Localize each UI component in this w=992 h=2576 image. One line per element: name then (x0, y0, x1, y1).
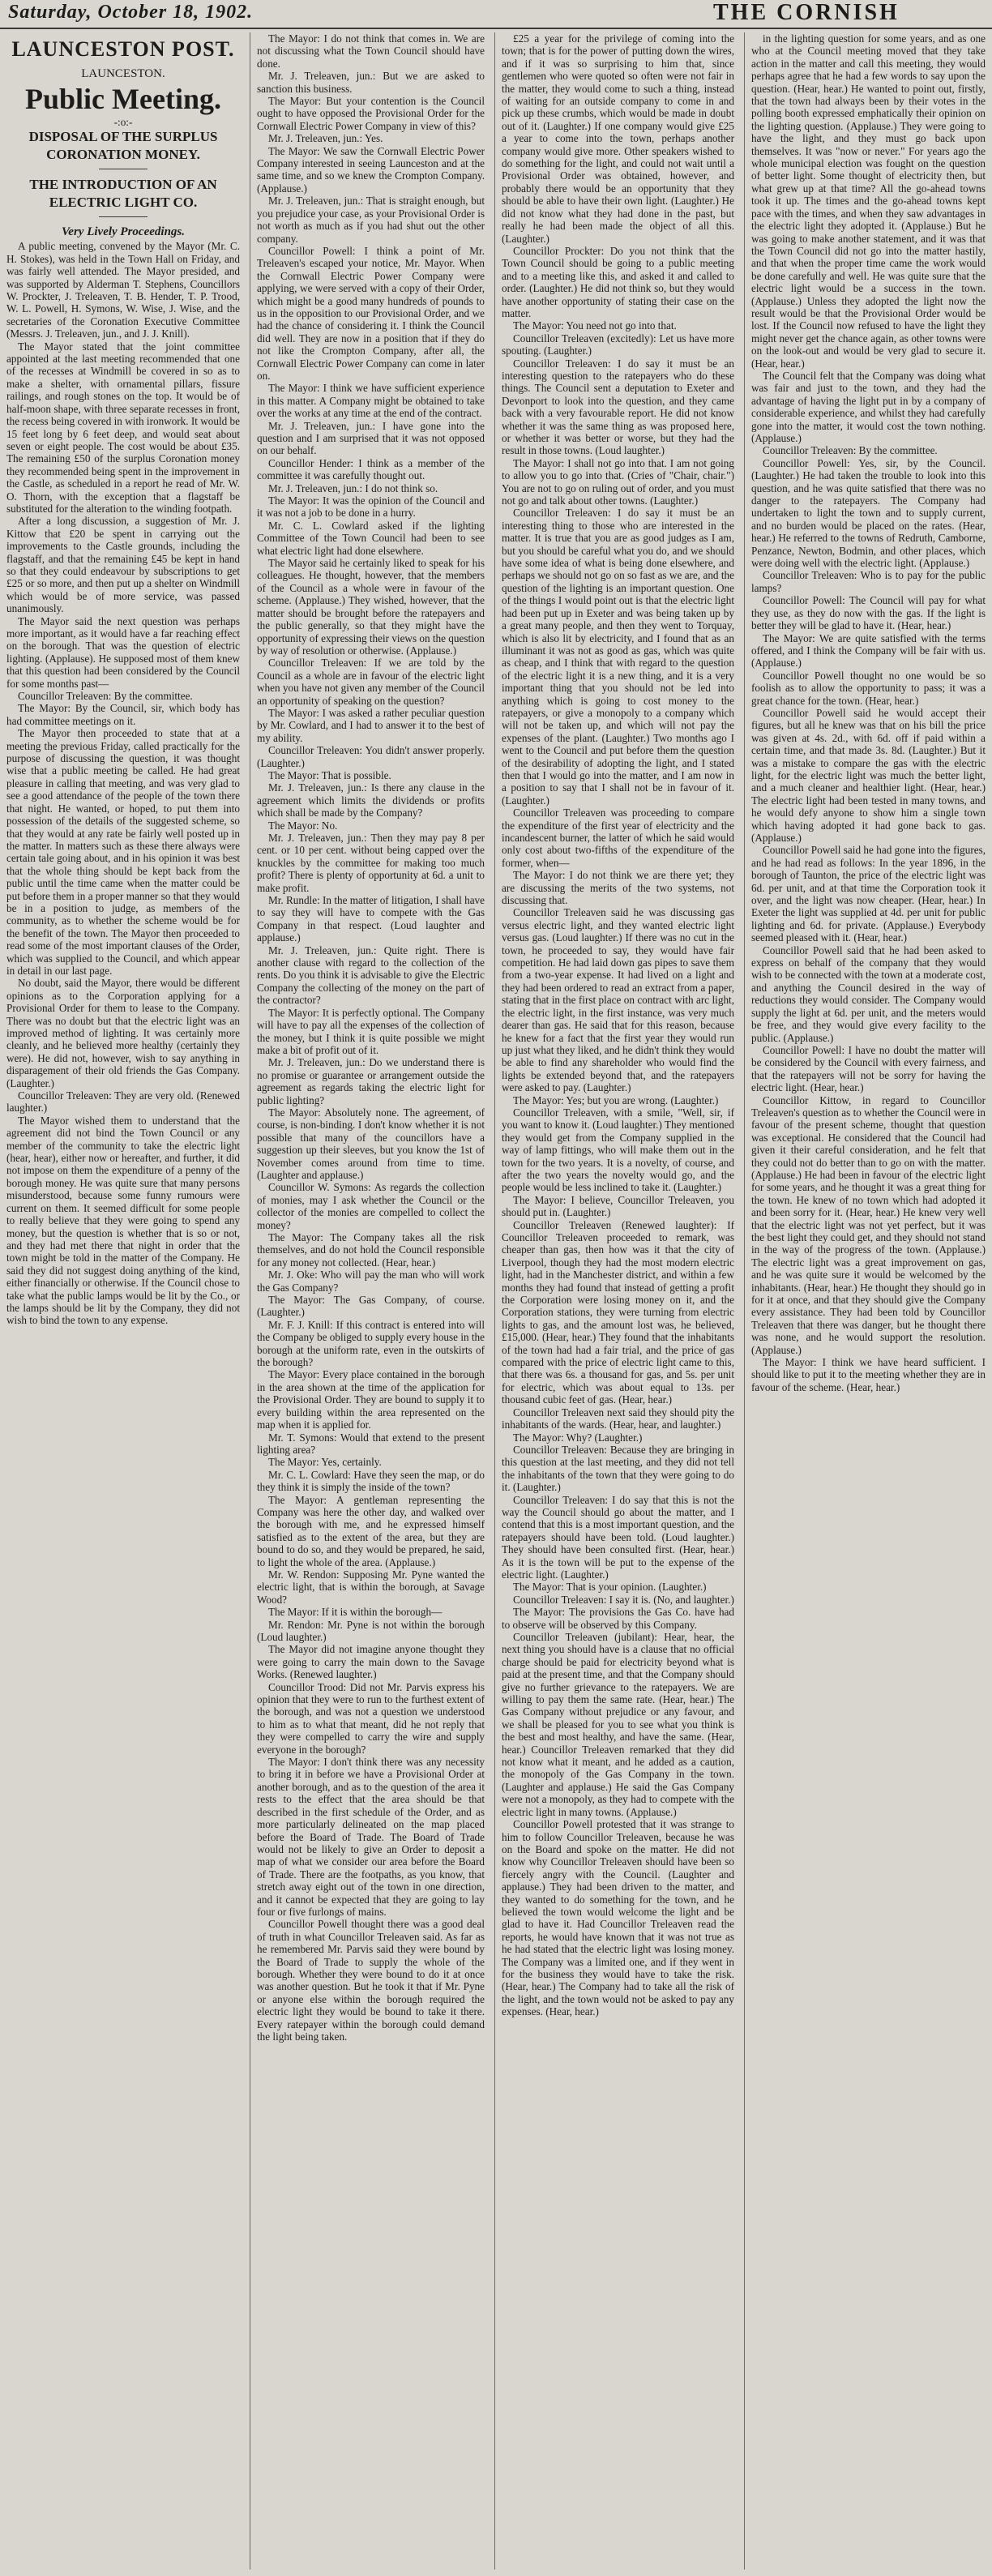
paragraph: Councillor Treleaven: If we are told by the Council as a whole are in favour of the electric light when you have not given any member of the Council an opportunity of speaking on the question? (257, 657, 485, 707)
paragraph: Councillor Powell said that he had been asked to express on behalf of the company that they would wish to be connected with the town at a moderate cost, and anything the Council desired in the way of reductions they would consider. The Company would supply the light at 6d. per unit, and the meters would be free, and they would give every facility to the public. (Applause.) (751, 944, 986, 1044)
paragraph: Councillor Prockter: Do you not think that the Town Council should be going to a public meeting and to a meeting like this, and asked it and called to order. (Laughter.) He did not think so, but they would have another opportunity of stating their case on the matter. (502, 244, 734, 319)
paragraph: The Mayor: No. (268, 819, 338, 832)
divider (99, 216, 148, 217)
paragraph: Mr. J. Treleaven, jun.: I have gone into the question and I am surprised that it was not opposed on our behalf. (257, 419, 485, 457)
masthead (0, 0, 992, 29)
column-1-body (6, 240, 240, 1326)
subheadline-1: DISPOSAL OF THE SURPLUS CORONATION MONEY. (28, 129, 218, 163)
column-2 (250, 32, 485, 2570)
paragraph: Mr. Rundle: In the matter of litigation, I shall have to say they will have to compete with the Gas Company in that respect. (Loud laughter and applause.) (257, 894, 485, 944)
paragraph: Mr. J. Oke: Who will pay the man who will work the Gas Company? (257, 1269, 485, 1294)
paragraph: Councillor Trood: Did not Mr. Parvis express his opinion that they were to run to the furthest extent of the borough, and was not a question we understood to him as to what that meant, did he not reply that they were compelled to carry the wire and supply everyone in the borough? (257, 1680, 485, 1756)
paragraph: The Mayor: We are quite satisfied with the terms offered, and I think the Company will be fair with us. (Applause.) (751, 631, 986, 670)
paragraph: Councillor Powell said he would accept their figures, but all he knew was that on his bill the price was given at 4s. 2d., with 6d. off if paid within a certain time, and that made 3s. 8d. (Laughter.) But it was a mistake to compare the gas with the electric light, for the electric light was much the better light, and a much cleaner and healthier light. (Hear, hear.) The electric light had been tested in many towns, and he would defy anyone to show him a single town which having adopted it had gone back to gas. (Applause.) (751, 706, 986, 844)
paragraph: The Mayor: I think we have sufficient experience in this matter. A Company might be obtained to take over the works at any time at the end of the contract. (257, 382, 485, 420)
paragraph: Councillor Powell thought there was a good deal of truth in what Councillor Treleaven said. As far as he remembered Mr. Parvis said they were bound by the Board of Trade to supply the whole of the borough. Whether they were bound to do it at once was another question. But he took it that if Mr. Pyne or anyone else within the borough required the electric light they would be bound to take it there. Every ratepayer within the borough could demand the light being taken. (257, 1918, 485, 2043)
paragraph: The Mayor: That is your opinion. (Laughter.) (513, 1581, 707, 1594)
paragraph: Mr. J. Treleaven, jun.: Then they may pay 8 per cent. or 10 per cent. without being capped over the knuckles by the committee for making too much profit? There is plenty of opportunity at 6d. a unit to make profit. (257, 832, 485, 894)
paragraph: The Mayor: I don't think there was any necessity to bring it in before we have a Provisional Order at another borough, and as to the question of the area it rests to the effect that the area should be that described in the first schedule of the Order, and as more particularly delineated on the map placed before the Board of Trade. The Board of Trade would not be likely to give an Order to deposit a map of what we consider our area before the Board of Trade. There are the footpaths, as you know, that stretch away eight out of the town in one direction, and it cannot be expected that they are going to lay four or five furlongs of mains. (257, 1756, 485, 1918)
paragraph: Mr. J. Treleaven, jun.: Do we understand there is no promise or guarantee or arrangement outside the agreement as regards taking the electric light for public lighting? (257, 1056, 485, 1106)
paragraph: Councillor Kittow, in regard to Councillor Treleaven's question as to whether the Council were in favour of the present scheme, thought that question was exceptional. He considered that the Council had given it their careful consideration, and he felt that they could not do better than to go on with the matter. (Applause.) He had been in favour of the electric light for some years, and he thought it was a great thing for the town. He knew of no town which had adopted it and been sorry for it. (Hear, hear.) He knew very well that the electric light was not yet perfect, but it was the best light they could get, and they should not stand in the way of the progress of the town. (Applause.) The electric light was a great improvement on gas, and he was quite sure it would be welcomed by the inhabitants. (Hear, hear.) He thought they should go in for it at once, and that they should give the Company every assistance. They had been told by Councillor Treleaven that there was danger, but he thought there was none, and he would support the resolution. (Applause.) (751, 1093, 986, 1356)
paragraph: The Mayor: I was asked a rather peculiar question by Mr. Cowlard, and I had to answer it to the best of my ability. (257, 706, 485, 744)
paragraph: The Mayor: I believe, Councillor Treleaven, you should put in. (Laughter.) (502, 1193, 734, 1219)
paragraph: The Mayor: Why? (Laughter.) (513, 1431, 643, 1444)
column-4-body (751, 32, 986, 1393)
paragraph: Mr. Rendon: Mr. Pyne is not within the borough (Loud laughter.) (257, 1618, 485, 1643)
section-heading: LAUNCESTON POST. (11, 37, 235, 61)
paragraph: Councillor Powell thought no one would be so foolish as to allow the opportunity to pass; it was a great chance for the town. (Hear, hear.) (751, 669, 986, 707)
paragraph: The Mayor did not imagine anyone thought they were going to carry the main down to the Savage Works. (Renewed laughter.) (257, 1643, 485, 1681)
paragraph: Mr. J. Treleaven, jun.: I do not think so. (268, 481, 438, 494)
paragraph: Mr. C. L. Cowlard: Have they seen the map, or do they think it is simply the inside of the town? (257, 1468, 485, 1494)
subheadline-3: Very Lively Proceedings. (61, 225, 186, 239)
paragraph: The Mayor: A gentleman representing the Company was here the other day, and walked over the borough with me, and he expressed himself satisfied as to the extent of the area, but they are bound to do so, and they would be prepared, he said, to light the whole of the area. (Applause.) (257, 1493, 485, 1568)
paragraph: Mr. F. J. Knill: If this contract is entered into will the Company be obliged to supply every house in the borough at the uniform rate, even in the outskirts of the borough? (257, 1318, 485, 1369)
paragraph: Councillor Powell: I think a point of Mr. Treleaven's escaped your notice, Mr. Mayor. When the Cornwall Electric Power Company were applying, we were served with a copy of their Order, which might be a good many hundreds of pounds to us in the opposition to our Provisional Order, and we had the chance of considering it. I think the Council did well. They are now in a position that if they do not like the Crompton Company, after all, the Cornwall Electric Power Company can come in later on. (257, 244, 485, 382)
town-heading: LAUNCESTON. (81, 67, 165, 80)
paragraph: The Mayor: The Company takes all the risk themselves, and do not hold the Council responsible for any money not collected. (Hear, hear.) (257, 1231, 485, 1269)
paragraph: Mr. J. Treleaven, jun.: Quite right. There is another clause with regard to the collection of the rents. Do you think it is advisable to give the Electric Company the collecting of the money on the part of the contractor? (257, 944, 485, 1007)
paragraph: Councillor Treleaven: By the committee. (18, 690, 193, 703)
paragraph: Councillor Treleaven: I say it is. (No, and laughter.) (513, 1593, 734, 1606)
paper-title: THE CORNISH (713, 0, 900, 25)
paragraph: The Mayor: I think we have heard sufficient. I should like to put it to the meeting whether they are in favour of the scheme. (Hear, hear.) (751, 1356, 986, 1393)
paragraph: Councillor Powell: I have no doubt the matter will be considered by the Council with every fairness, and that the ratepayers will not be sorry for having the electric light. (Hear, hear.) (751, 1043, 986, 1094)
paragraph: Mr. J. Treleaven, jun.: That is straight enough, but you prejudice your case, as your Provisional Order is not worth as much as if you had shut out the other company. (257, 195, 485, 245)
paragraph: The Mayor: I shall not go into that. I am not going to allow you to go into that. (Cries of "Chair, chair.") You are not to go on ruling out of order, and you must not go and talk about other towns. (Laughter.) (502, 456, 734, 507)
paragraph: The Mayor: It is perfectly optional. The Company will have to pay all the expenses of the collection of the money, but I think it is quite possible we might make a bit of profit out of it. (257, 1006, 485, 1056)
paragraph: Councillor Treleaven was proceeding to compare the expenditure of the first year of electricity and the incandescent burner, the latter of which he said would only cost about two-fifths of the expenditure of the former, when— (502, 807, 734, 869)
paragraph: The Mayor: But your contention is the Council ought to have opposed the Provisional Order for the Cornwall Electric Power Company in view of this? (257, 95, 485, 132)
paragraph: Councillor Powell: Yes, sir, by the Council. (Laughter.) He had taken the trouble to look into this question, and he was quite satisfied that there was no danger to the ratepayers. The Company had undertaken to light the town and to supply current, and no burden would be placed on the rates. (Hear, hear.) He referred to the towns of Redruth, Camborne, Penzance, Newton, Bodmin, and other places, which were doing well with the electric light. (Applause.) (751, 456, 986, 570)
paragraph: Councillor Treleaven: Because they are bringing in this question at the last meeting, and they did not tell the inhabitants of the town that they were going to do it. (Laughter.) (502, 1443, 734, 1494)
column-2-body (257, 32, 485, 2043)
paragraph: Councillor Powell said he had gone into the figures, and he had read as follows: In the year 1896, in the borough of Taunton, the price of the electric light was 6d. per unit, and at that time the Corporation took it over, and the light was now cheaper. (Hear, hear.) In Exeter the light was supplied at 4d. per unit for public lighting and 6d. for private. (Applause.) Everybody seemed pleased with it. (Hear, hear.) (751, 844, 986, 944)
paragraph: The Council felt that the Company was doing what was fair and just to the town, and they had the advantage of having the light put in by a company of considerable experience, and whilst they had carefully gone into the matter, it would cost the town nothing. (Applause.) (751, 369, 986, 444)
paragraph: The Mayor: If it is within the borough— (268, 1606, 443, 1619)
column-1 (6, 32, 240, 2570)
paragraph: £25 a year for the privilege of coming into the town; that is for the power of putting down the wires, and if it was so surprising to him that, since gentlemen who were quoted so often were not fair in the matter, they would come to such a thing, instead of waiting for an outside company to come in and pick up these crumbs, which would be made in doubt out of it. (Laughter.) If one company would give £25 a year to come into the town, perhaps another company would give more. Other speakers wished to do something for the light, and could not wait until a Provisional Order was obtained, however, and probably there would be an opportunity that they should be able to have their own light. (Laughter.) He did not know what they had done in the past, but really he had been made the object of all this. (Laughter.) (502, 32, 734, 245)
paragraph: The Mayor: Every place contained in the borough in the area shown at the time of the application for the Provisional Order. They are bound to supply it to every building within the area represented on the map when it is applied for. (257, 1368, 485, 1431)
paragraph: Mr. C. L. Cowlard asked if the lighting Committee of the Town Council had been to see what electric light had done elsewhere. (257, 519, 485, 557)
paragraph: Councillor Treleaven: You didn't answer properly. (Laughter.) (257, 744, 485, 769)
paragraph: Councillor Treleaven (jubilant): Hear, hear, the next thing you should have is a clause that no official charge should be paid for electricity beyond what is paid at the present time, and that the Company should give no further grievance to the ratepayers. We are willing to pay them the same rate. (Hear, hear.) The Gas Company without prejudice or any favour, and we shall be pleased for you to see what you think is the best and most healthy, and have the same. (Hear, hear.) Councillor Treleaven remarked that they did not know what it meant, and he added as a caution, the monopoly of the Gas Company in the town. (Laughter and applause.) He said the Gas Company were not a monopoly, as they had to compete with the electric light in many towns. (Applause.) (502, 1631, 734, 1818)
paragraph: The Mayor: Yes, certainly. (268, 1456, 382, 1469)
paragraph: The Mayor: You need not go into that. (513, 319, 677, 332)
paragraph: The Mayor: It was the opinion of the Council and it was not a job to be done in a hurry. (257, 494, 485, 520)
paragraph: Councillor W. Symons: As regards the collection of monies, may I ask whether the Council or the collector of the monies are compelled to collect the money? (257, 1181, 485, 1231)
paragraph: Councillor Treleaven said he was discussing gas versus electric light, and they wanted electric light versus gas. (Loud laughter.) If there was no cut in the town, he proceeded to say, they would have fair competition. He had laid down gas pipes to save them from a two-year expense. It had lived on a light and they had been ordered to read an extract from a paper, stating that in the first place on contract with arc light, the electric light, in the first instance, was very much dearer than gas. He said that for this reason, because he knew for a fact that the first year they would run up just what they liked, and he didn't think they would be able to find any shareholder who would find the lights be extended beyond that, and the ratepayers were asked to pay. (Laughter.) (502, 906, 734, 1094)
paragraph: Councillor Treleaven: By the committee. (763, 444, 938, 457)
paragraph: Mr. J. Treleaven, jun.: But we are asked to sanction this business. (257, 70, 485, 95)
paragraph: Councillor Powell protested that it was strange to him to follow Councillor Treleaven, because he was on the Board and spoke on the matter. He did not know why Councillor Treleaven should have been so fiercely angry with the Council. (Laughter and applause.) They had been driven to the matter, and they wanted to do something for the town, and he believed the town would welcome the light and be glad to have it. Had Councillor Treleaven read the reports, he would have known that it was not true as he had stated that the electric light was losing money. The Company was a limited one, and if they went in for the business they would have to take the risk. (Hear, hear.) The Company had to take all the risk of the light, and the town would not be asked to pay any expenses. (Hear, hear.) (502, 1818, 734, 2018)
column-4 (744, 32, 986, 2570)
paragraph: Mr. T. Symons: Would that extend to the present lighting area? (257, 1431, 485, 1456)
paragraph: A public meeting, convened by the Mayor (Mr. C. H. Stokes), was held in the Town Hall on Friday, and was fairly well attended. The Mayor presided, and was supported by Alderman T. Stephens, Councillors W. Prockter, J. Treleaven, T. B. Hender, T. P. Trood, W. L. Powell, H. Symons, W. Wise, J. Wise, and the secretaries of the Coronation Executive Committee (Messrs. J. Treleaven, jun., and J. J. Knill). (6, 240, 240, 340)
paragraph: Councillor Treleaven next said they should pity the inhabitants of the wards. (Hear, hear, and laughter.) (502, 1406, 734, 1431)
issue-date: Saturday, October 18, 1902. (8, 2, 254, 23)
paragraph: The Mayor: I do not think that comes in. We are not discussing what the Town Council should have done. (257, 32, 485, 70)
paragraph: The Mayor: The Gas Company, of course. (Laughter.) (257, 1294, 485, 1319)
paragraph: Councillor Treleaven (excitedly): Let us have more spouting. (Laughter.) (502, 332, 734, 357)
paragraph: Councillor Treleaven (Renewed laughter): If Councillor Treleaven proceeded to remark, was cheaper than gas, then how was it that the city of Liverpool, though they had the most modern electric light, had in the Manchester district, and within a few months they had found that instead of getting a profit the Corporation were losing money on it, and the Corporation stations, they were turning from electric lights to gas, and the amount lost was, he believed, £15,000. (Hear, hear.) They found that the inhabitants of the town had had a fair trial, and the price of gas compared with the price of electric light came to this, that there was 6s. a thousand for gas, and 5s. per unit for electric, which was about equal to 13s. per thousand cubic feet of gas. (Hear, hear.) (502, 1218, 734, 1406)
paragraph: Councillor Treleaven: I do say it must be an interesting question to the ratepayers who do these things. The Council sent a deputation to Exeter and Devonport to look into the question, and they came back with a very favourable report. He did not know whether it was the same thing as was proposed here, or whether it was better or worse, but they had the result in those towns. (Loud laughter.) (502, 357, 734, 457)
paragraph: Councillor Treleaven: I do say it must be an interesting thing to those who are interested in the matter. It is true that you are as good judges as I am, but you should be careful what you do, and we should have some idea of what is being done elsewhere, and perhaps we should not go on so fast as we are, and the question of the lighting is an important question. One of the things I would point out is that the electric light had been put up in Exeter and was being taken up by a great many people, and then they went to Torquay, which is also lit by electricity, and I found that as an illuminant it was not as good as gas, which was quite as cheap, and I think that with regard to the question of the electric light it is a new thing, and it is a very important thing that you should not be led into anything which is going to cost money to the ratepayers, or give a monopoly to a company which will not be taken up, and which will not pay the expenses of the plant. (Laughter.) Two months ago I went to the Council and put before them the question of the desirability of adopting the light, and I stated then that I would go into the matter, and I am now in a position to say that I shall not be in favour of it. (Laughter.) (502, 507, 734, 807)
column-3-body (502, 32, 734, 2018)
paragraph: Councillor Treleaven, with a smile, "Well, sir, if you want to know it. (Loud laughter.) They mentioned they would get from the Company supplied in the way of lamp fittings, who will make them out in the town for the two years. It is a novelty, of course, and after the two years the novelty would go, and the people would be less inclined to take it. (Laughter.) (502, 1106, 734, 1194)
paragraph: The Mayor then proceeded to state that at a meeting the previous Friday, called practically for the purpose of discussing the question, it was thought wise that a public meeting be called. He had great pleasure in calling that meeting, and was very glad to see a good attendance of the people of the town there that night. He wanted, or hoped, to put them into possession of the details of the suggested scheme, so that they would at any rate be fairly well posted up in the matter. In matters such as these there always were certain tale going about, and in his opinion it was best that the whole thing should be kept back from the public until the time came when the matter could be put before them in a proper manner so that they would be in a position to judge, as members of the community, as to whether the scheme would be for the benefit of the town. The Mayor then proceeded to read some of the most important clauses of the Order, which was supplied to the Council, and which appear in detail in our last page. (6, 727, 240, 977)
paragraph: The Mayor: By the Council, sir, which body has had committee meetings on it. (6, 702, 240, 727)
paragraph: The Mayor stated that the joint committee appointed at the last meeting recommended that one of the recesses at Windmill be covered in so as to make a shelter, with ornamental pillars, fissure railings, and rough stones on the top. It would be of half-moon shape, with three separate recesses in front, the recess being covered in with ironwork. It would be 15 feet long by 6 feet deep, and would seat about seven or eight people. The cost would be about £35. The remaining £50 of the surplus Coronation money they recommended being spent in the improvement in the Castle, as scheduled in a report he read of Mr. W. O. Thorn, with the exception that a flagstaff be substituted for the alteration to the winding footpath. (6, 340, 240, 515)
separator: -:o:- (113, 116, 133, 128)
paragraph: The Mayor: That is possible. (268, 768, 391, 781)
paragraph: Councillor Hender: I think as a member of the committee it was carefully thought out. (257, 456, 485, 482)
paragraph: The Mayor: The provisions the Gas Co. have had to observe will be observed by this Company. (502, 1606, 734, 1631)
paragraph: No doubt, said the Mayor, there would be different opinions as to the Corporation applying for a Provisional Order for them to lease to the Company. There was no doubt but that the electric light was an improved method of lighting. It was certainly more cleanly, and he believed more healthy (certainly they were). He did not, however, wish to say anything in disparagement of their old friends the Gas Company. (Laughter.) (6, 977, 240, 1089)
paragraph: The Mayor: Yes; but you are wrong. (Laughter.) (513, 1093, 719, 1106)
paragraph: The Mayor said he certainly liked to speak for his colleagues. He thought, however, that the members of the Council as a whole were in favour of the scheme. (Applause.) They wished, however, that the matter should be brought before the ratepayers and the public generally, so that they might have the opportunity of expressing their views on the question by way of resolution or otherwise. (Applause.) (257, 557, 485, 657)
paragraph: Mr. J. Treleaven, jun.: Is there any clause in the agreement which limits the dividends or profits which shall be made by the Company? (257, 781, 485, 819)
paragraph: The Mayor: I do not think we are there yet; they are discussing the merits of the two systems, not discussing that. (502, 869, 734, 907)
paragraph: Mr. J. Treleaven, jun.: Yes. (268, 132, 383, 145)
paragraph: After a long discussion, a suggestion of Mr. J. Kittow that £20 be spent in carrying out the improvements to the Castle grounds, including the flagstaff, and that the remaining £45 be kept in hand so that they could endeavour by subscriptions to get £25 or so more, and then put up a shelter on Windmill which would be of more service, was passed unanimously. (6, 515, 240, 615)
paragraph: Councillor Treleaven: Who is to pay for the public lamps? (751, 569, 986, 594)
paragraph: The Mayor wished them to understand that the agreement did not bind the Town Council or any member of the community to take the electric light (hear, hear), either now or hereafter, and further, it did not impose on them the expenditure of a penny of the borough money. He was quite sure that many persons misunderstood, because some funny rumours were current on them. It seemed difficult for some people to really believe that they were going to spend any money, but the question is whether that is so or not, and they had met there that night in order that the town might be told in the matter of the Company. He said they did not suggest doing anything of the kind, either financially or otherwise. If the Council chose to take what the public lamps would be lit by the Co., or the lamps should be lit by the Company, they did not wish to bind the town to any expense. (6, 1114, 240, 1327)
paragraph: Mr. W. Rendon: Supposing Mr. Pyne wanted the electric light, that is within the borough, at Savage Wood? (257, 1568, 485, 1606)
paragraph: Councillor Treleaven: I do say that this is not the way the Council should go about the matter, and I contend that this is a most important question, and the ratepayers should have been told. (Loud laughter.) They should have been consulted first. (Hear, hear.) As it is the town will be put to the expense of the electric light. (Laughter.) (502, 1493, 734, 1581)
paragraph: in the lighting question for some years, and as one who at the Council meeting moved that they take action in the matter and call this meeting, they would perhaps agree that he had a few words to say upon the question. (Hear, hear.) He wanted to point out, firstly, that the town had always been by their votes in the polling booth expressed emphatically their opinion on the lighting question. (Applause.) They were going to have the light, and they must go back upon themselves. It was "now or never." For years ago the whole municipal election was fought on the question of better light. Some thought of electricity then, but what grew up at that time? All the go-ahead towns took it up. The times and the go-ahead towns kept pace with the times, and when they saw advantages in the electric light they adopted it. (Applause.) But he was going to make another statement, and it was that the Town Council did not go into the matter hastily, and that when the proper time came the work would be done carefully and well. He was quite sure that the electric light would be a success in the town. (Applause.) Unless they adopted the light now the result would be that the Provisional Order would be lost. If the Council now refused to have the light they might never get the chance again, as other towns were on the look-out and would be very glad to secure it. (Hear, hear.) (751, 32, 986, 370)
column-3 (494, 32, 734, 2570)
paragraph: The Mayor: Absolutely none. The agreement, of course, is non-binding. I don't know whether it is not possible that many of the councillors have a suggestion up their sleeves, but you know the 1st of November comes around from time to time. (Laughter and applause.) (257, 1106, 485, 1181)
paragraph: Councillor Treleaven: They are very old. (Renewed laughter.) (6, 1089, 240, 1115)
paragraph: Councillor Powell: The Council will pay for what they use, as they do now with the gas. If the light is better they will be glad to have it. (Hear, hear.) (751, 594, 986, 632)
paragraph: The Mayor said the next question was perhaps more important, as it would have a far reaching effect on the borough. That was the question of electric lighting. (Applause). He supposed most of them knew that this question had been considered by the Council for some months past— (6, 614, 240, 690)
paragraph: The Mayor: We saw the Cornwall Electric Power Company interested in seeing Launceston and at the same time, and so we knew the Crompton Company. (Applause.) (257, 144, 485, 195)
article-headline: Public Meeting. (25, 83, 221, 115)
subheadline-2: THE INTRODUCTION OF AN ELECTRIC LIGHT CO. (29, 177, 217, 211)
